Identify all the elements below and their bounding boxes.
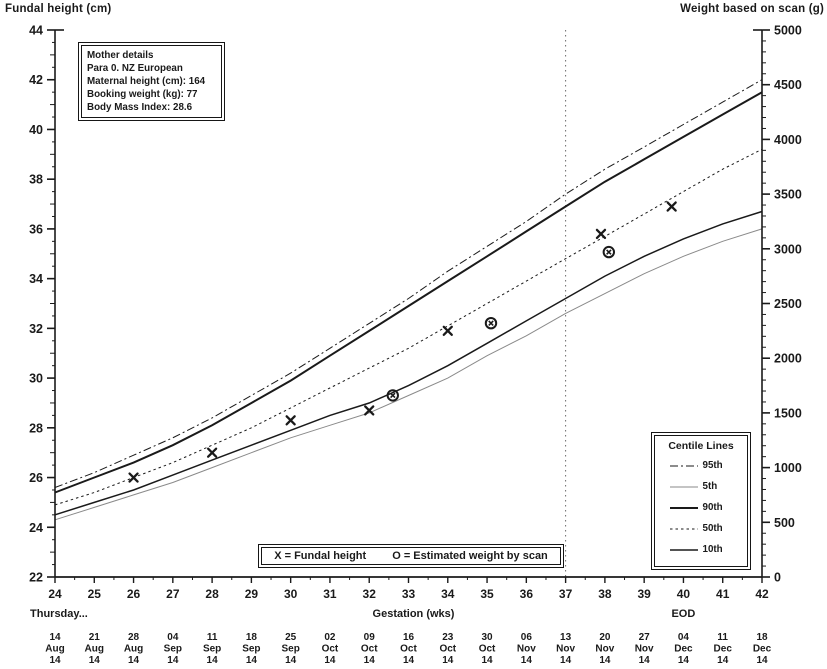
week-tick-label: 41 bbox=[716, 587, 730, 601]
right-axis-tick-label: 3000 bbox=[774, 242, 802, 257]
date-label: Oct bbox=[321, 643, 339, 655]
date-label: Dec bbox=[674, 643, 693, 655]
right-axis-tick-label: 1500 bbox=[774, 406, 802, 421]
centile-legend-row bbox=[659, 455, 743, 476]
right-axis-tick-label: 1000 bbox=[774, 461, 802, 476]
centile-legend-label: 90th bbox=[702, 502, 723, 513]
week-tick-label: 27 bbox=[166, 587, 180, 601]
right-axis-tick-label: 500 bbox=[774, 515, 795, 530]
week-tick-label: 42 bbox=[755, 587, 769, 601]
left-axis-tick-label: 42 bbox=[29, 73, 43, 88]
centile-legend-label: 95th bbox=[702, 460, 723, 471]
marker-legend-x: X = Fundal height bbox=[274, 550, 367, 562]
left-axis-tick-label: 24 bbox=[29, 520, 43, 535]
date-label: Sep bbox=[242, 643, 261, 655]
date-label: Aug bbox=[45, 643, 65, 655]
centile-legend-label: 50th bbox=[702, 523, 723, 534]
date-label: 27 bbox=[638, 632, 650, 643]
right-axis-tick-label: 4500 bbox=[774, 78, 802, 93]
week-tick-label: 34 bbox=[441, 587, 455, 601]
date-label: 14 bbox=[442, 655, 454, 666]
date-label: 14 bbox=[363, 655, 375, 666]
date-label: 14 bbox=[127, 655, 140, 666]
centile-line-sample-10th bbox=[670, 546, 698, 554]
centile-legend-row bbox=[659, 518, 743, 539]
week-tick-label: 35 bbox=[480, 587, 494, 601]
left-axis-tick-label: 40 bbox=[29, 122, 43, 137]
x-axis-label: Gestation (wks) bbox=[372, 608, 455, 620]
date-label: Oct bbox=[439, 643, 457, 655]
centile-line-sample-50th bbox=[670, 525, 698, 533]
date-label: 14 bbox=[167, 655, 179, 666]
right-axis-tick-label: 3500 bbox=[774, 187, 802, 202]
date-label: 13 bbox=[560, 632, 572, 643]
date-label: Nov bbox=[516, 643, 536, 655]
date-label: 04 bbox=[677, 632, 690, 643]
marker-legend-o: O = Estimated weight by scan bbox=[392, 550, 548, 562]
date-label: Oct bbox=[400, 643, 417, 655]
right-axis-tick-label: 0 bbox=[774, 570, 781, 585]
week-tick-label: 40 bbox=[676, 587, 691, 601]
date-label: 14 bbox=[206, 655, 218, 666]
date-label: Dec bbox=[752, 643, 772, 655]
week-tick-label: 29 bbox=[244, 587, 259, 601]
left-axis-tick-label: 26 bbox=[29, 471, 43, 486]
date-label: 14 bbox=[677, 655, 690, 666]
left-axis-tick-label: 34 bbox=[29, 272, 43, 287]
date-label: 04 bbox=[167, 632, 179, 643]
left-axis-tick-label: 30 bbox=[29, 371, 43, 386]
mother-details-height: Maternal height (cm): 164 bbox=[87, 76, 206, 87]
date-label: 02 bbox=[324, 632, 336, 643]
fundal-height-marks bbox=[130, 203, 676, 482]
mother-details-weight: Booking weight (kg): 77 bbox=[87, 89, 198, 100]
date-label: 14 bbox=[402, 655, 415, 666]
left-axis-ticks bbox=[29, 24, 55, 585]
right-axis-ticks bbox=[762, 24, 802, 585]
date-label: Aug bbox=[84, 643, 105, 655]
date-label: 18 bbox=[245, 632, 257, 643]
date-label: 28 bbox=[127, 632, 140, 643]
left-axis-tick-label: 28 bbox=[29, 421, 43, 436]
date-label: Nov bbox=[595, 643, 615, 655]
centile-legend-label: 10th bbox=[702, 544, 723, 555]
date-label: 14 bbox=[49, 655, 61, 666]
date-label: Sep bbox=[281, 643, 300, 655]
week-tick-label: 32 bbox=[362, 587, 376, 601]
left-axis-tick-label: 32 bbox=[29, 321, 43, 336]
scan-weight-marks bbox=[388, 247, 614, 401]
mother-details-box bbox=[78, 42, 225, 121]
left-axis-title: Fundal height (cm) bbox=[5, 3, 112, 15]
date-label: 21 bbox=[88, 632, 100, 643]
date-label: 14 bbox=[49, 632, 61, 643]
date-label: Aug bbox=[123, 643, 144, 655]
mother-details-bmi: Body Mass Index: 28.6 bbox=[87, 102, 193, 113]
centile-legend-title: Centile Lines bbox=[668, 440, 734, 452]
date-label: 18 bbox=[756, 632, 768, 643]
marker-legend-box bbox=[258, 544, 564, 568]
centile-line-sample-95th bbox=[670, 462, 698, 470]
centile-line-sample-90th bbox=[670, 504, 698, 512]
centile-line-sample-5th bbox=[670, 483, 698, 491]
edd-label: EOD bbox=[671, 608, 696, 620]
centile-legend-row bbox=[659, 476, 743, 497]
date-label: 14 bbox=[324, 655, 336, 666]
mother-details-title: Mother details bbox=[87, 50, 154, 61]
left-axis-tick-label: 36 bbox=[29, 222, 43, 237]
date-label: Oct bbox=[360, 643, 378, 655]
date-label: 11 bbox=[717, 632, 729, 643]
date-label: Oct bbox=[478, 643, 496, 655]
date-label: 14 bbox=[245, 655, 257, 666]
date-label: 14 bbox=[481, 655, 493, 666]
right-axis-tick-label: 2500 bbox=[774, 297, 802, 311]
date-label: 25 bbox=[285, 632, 297, 643]
week-tick-label: 30 bbox=[283, 587, 298, 601]
mother-details-para: Para 0. NZ European bbox=[87, 63, 183, 74]
week-tick-label: 37 bbox=[558, 587, 573, 601]
date-labels bbox=[45, 632, 771, 666]
right-axis-tick-label: 2000 bbox=[774, 351, 802, 366]
date-label: 20 bbox=[599, 632, 611, 643]
date-label: 14 bbox=[88, 655, 100, 666]
week-tick-label: 28 bbox=[205, 587, 219, 601]
week-tick-label: 24 bbox=[48, 587, 62, 601]
date-label: 14 bbox=[638, 655, 650, 666]
centile-legend-row bbox=[659, 539, 743, 560]
date-label: 06 bbox=[520, 632, 532, 643]
date-label: 16 bbox=[402, 632, 415, 643]
right-axis-tick-label: 5000 bbox=[774, 23, 802, 38]
date-label: 14 bbox=[756, 655, 768, 666]
week-tick-label: 38 bbox=[598, 587, 612, 601]
date-label: Nov bbox=[634, 643, 654, 655]
date-label: 14 bbox=[599, 655, 611, 666]
date-label: Sep bbox=[163, 643, 183, 655]
centile-curve-95th bbox=[55, 80, 762, 488]
date-label: 11 bbox=[206, 632, 218, 643]
bottom-axis-ticks bbox=[48, 577, 769, 601]
right-axis-title: Weight based on scan (g) bbox=[680, 3, 824, 15]
date-label: 14 bbox=[285, 655, 297, 666]
left-axis-tick-label: 22 bbox=[29, 570, 43, 585]
date-label: 14 bbox=[520, 655, 532, 666]
centile-legend-rows bbox=[659, 455, 743, 560]
date-label: Sep bbox=[202, 643, 222, 655]
date-label: 30 bbox=[481, 632, 493, 643]
centile-legend-row bbox=[659, 497, 743, 518]
week-tick-label: 36 bbox=[519, 587, 534, 601]
centile-legend-label: 5th bbox=[702, 481, 718, 492]
date-label: 23 bbox=[442, 632, 454, 643]
thursday-label: Thursday... bbox=[30, 608, 88, 620]
week-tick-label: 33 bbox=[401, 587, 416, 601]
date-label: 14 bbox=[560, 655, 572, 666]
date-label: 09 bbox=[363, 632, 375, 643]
right-axis-tick-label: 4000 bbox=[774, 132, 802, 147]
week-tick-label: 31 bbox=[323, 587, 337, 601]
week-tick-label: 39 bbox=[637, 587, 651, 601]
left-axis-tick-label: 38 bbox=[29, 172, 43, 187]
left-axis-tick-label: 44 bbox=[29, 23, 43, 38]
date-label: Nov bbox=[556, 643, 576, 655]
date-label: Dec bbox=[713, 643, 732, 655]
week-tick-label: 25 bbox=[87, 587, 101, 601]
centile-legend-box bbox=[651, 432, 751, 570]
date-label: 14 bbox=[717, 655, 729, 666]
week-tick-label: 26 bbox=[126, 587, 141, 601]
